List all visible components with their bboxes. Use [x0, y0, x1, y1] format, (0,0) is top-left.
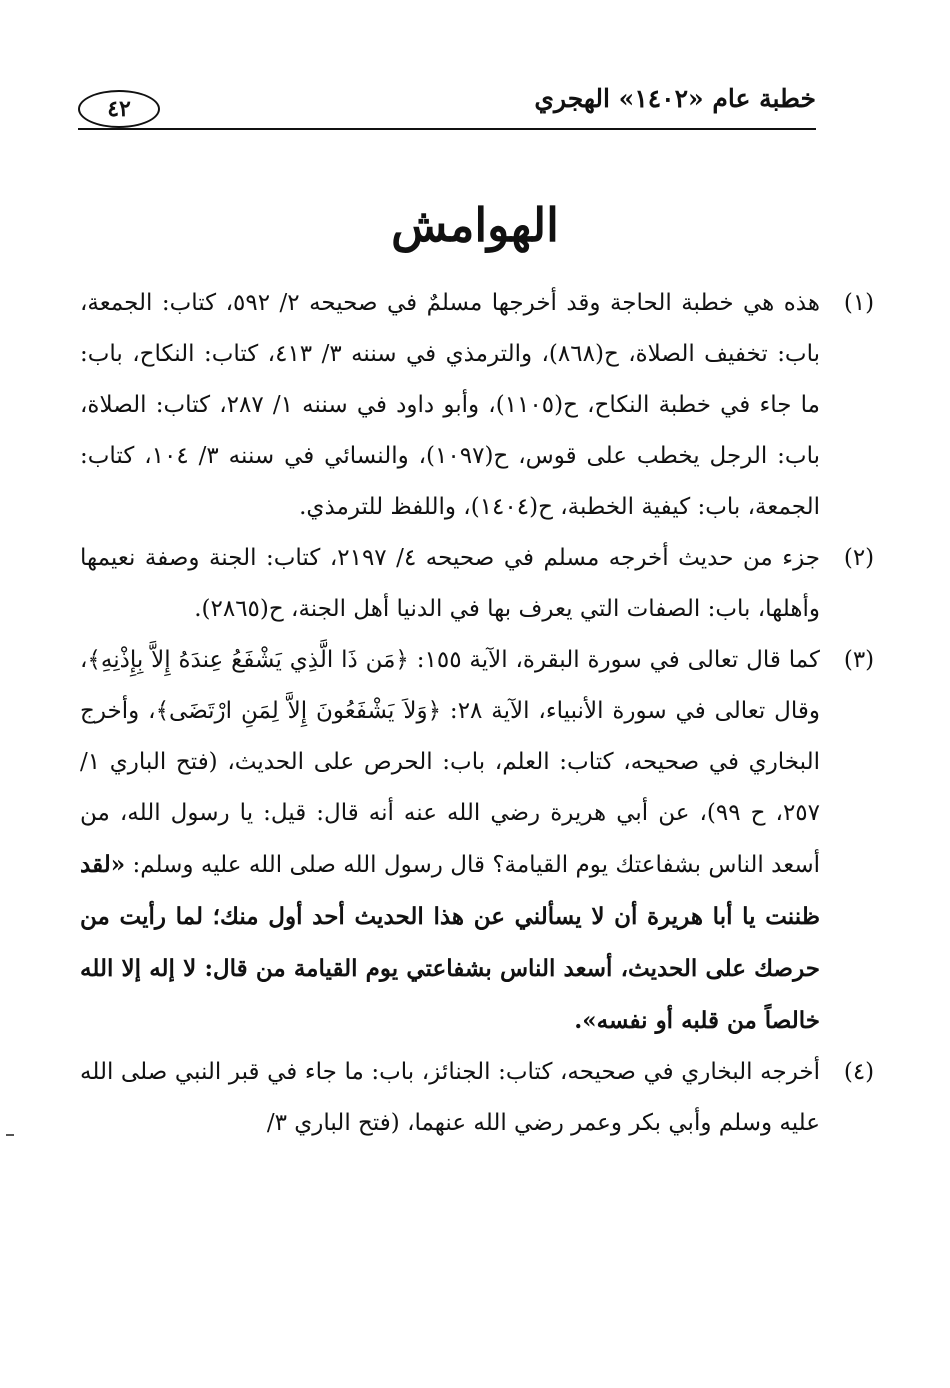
header-divider [78, 128, 816, 130]
page-number: ٤٢ [78, 90, 160, 128]
footnote-text: أخرجه البخاري في صحيحه، كتاب: الجنائز، باب: ما جاء في قبر النبي صلى الله عليه وسلم وأبي بكر وعمر رضي الله عنهما، (فتح الباري ٣/ [80, 1059, 820, 1136]
section-title: الهوامش [391, 198, 559, 252]
footnote-4 [80, 1047, 875, 1149]
footnotes-list [80, 278, 875, 1149]
footnote-text [80, 635, 820, 1047]
footnote-number: (٢) [843, 545, 875, 571]
footnote-3 [80, 635, 875, 1047]
scan-speck [6, 1134, 14, 1136]
hadith-quote: «لقد ظننت يا أبا هريرة أن لا يسألني عن هذا الحديث أحد أول منك؛ لما رأيت من حرصك على الحديث، أسعد الناس بشفاعتي يوم القيامة من قال: لا إله إلا الله خالصاً من قلبه أو نفسه». [80, 851, 820, 1034]
footnote-text-body: كما قال تعالى في سورة البقرة، الآية ١٥٥: ﴿مَن ذَا الَّذِي يَشْفَعُ عِندَهُ إِلاَّ بِإِذْنِهِ﴾، وقال تعالى في سورة الأنبياء، الآية ٢٨: ﴿وَلاَ يَشْفَعُونَ إِلاَّ لِمَنِ ارْتَضَى﴾، وأخرج البخاري في صحيحه، كتاب: العلم، باب: الحرص على الحديث، (فتح الباري ١/ ٢٥٧، ح ٩٩)، عن أبي هريرة رضي الله عنه أنه قال: قيل: يا رسول الله، من أسعد الناس بشفاعتك يوم القيامة؟ قال رسول الله صلى الله عليه وسلم: [80, 647, 820, 878]
running-header [78, 78, 816, 138]
footnote-text: هذه هي خطبة الحاجة وقد أخرجها مسلمٌ في صحيحه ٢/ ٥٩٢، كتاب: الجمعة، باب: تخفيف الصلاة، ح(٨٦٨)، والترمذي في سننه ٣/ ٤١٣، كتاب: النكاح، باب: ما جاء في خطبة النكاح، ح(١١٠٥)، وأبو داود في سننه ١/ ٢٨٧، كتاب: الصلاة، باب: الرجل يخطب على قوس، ح(١٠٩٧)، والنسائي في سننه ٣/ ١٠٤، كتاب: الجمعة، باب: كيفية الخطبة، ح(١٤٠٤)، واللفظ للترمذي. [80, 290, 821, 520]
footnote-number: (٣) [843, 647, 875, 673]
footnote-number: (١) [843, 290, 875, 316]
footnote-number: (٤) [843, 1059, 875, 1085]
running-header-title: خطبة عام «١٤٠٢» الهجري [534, 84, 816, 113]
footnote-2 [80, 533, 875, 635]
footnote-1 [80, 278, 875, 533]
footnote-text: جزء من حديث أخرجه مسلم في صحيحه ٤/ ٢١٩٧، كتاب: الجنة وصفة نعيمها وأهلها، باب: الصفات التي يعرف بها في الدنيا أهل الجنة، ح(٢٨٦٥). [80, 545, 820, 622]
